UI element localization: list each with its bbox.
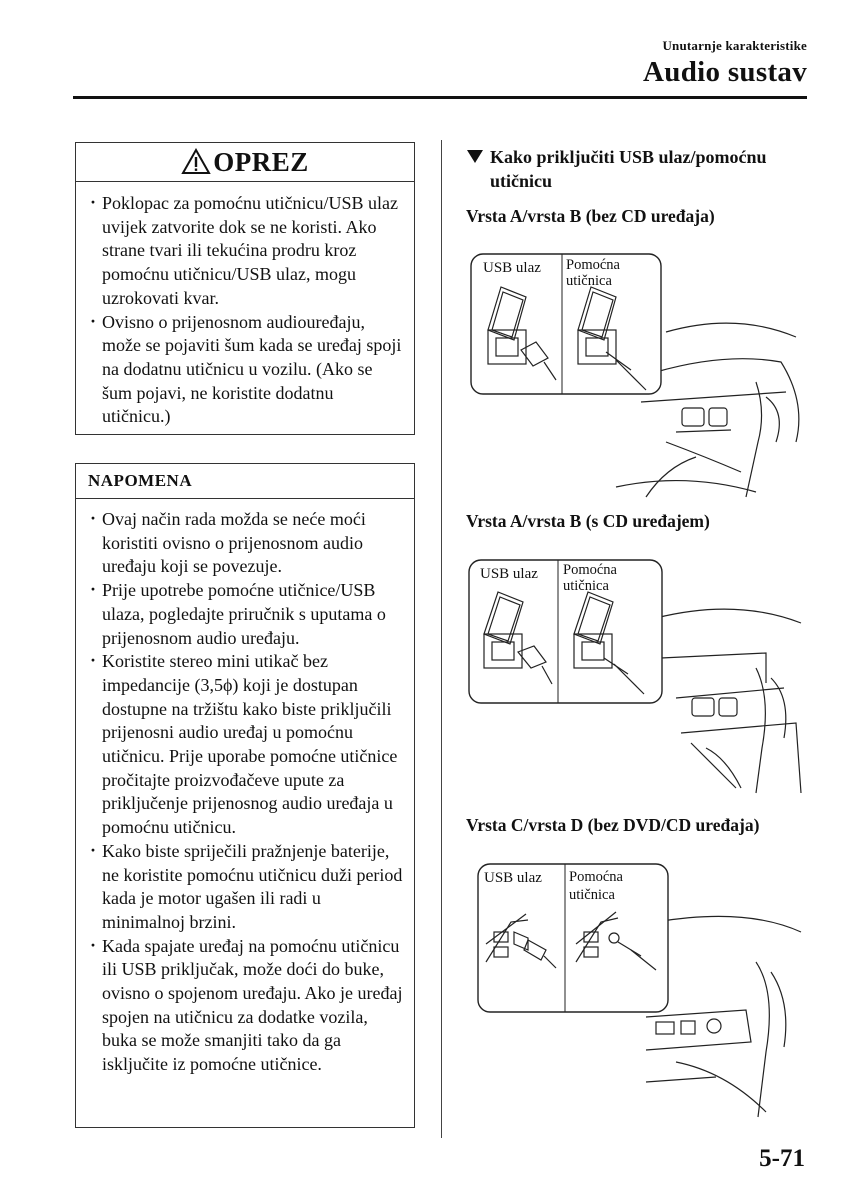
aux-label-2: utičnica [566, 273, 612, 289]
warning-triangle-icon [181, 148, 211, 175]
caution-heading [76, 143, 414, 182]
usb-section-heading [466, 145, 811, 193]
note-box [75, 463, 415, 1128]
note-item: · Kada spajate uređaj na pomoćnu utičnicu ili USB priključak, može doći do buke, ovisno o spojenom uređaju. Ako je uređaj spojen na utičnicu za dodatke vozila, buka se može smanjiti tako da ga isključite iz pomoćne utičnice. [102, 935, 404, 1077]
usb-label: USB ulaz [483, 260, 541, 276]
aux-label-2: utičnica [563, 578, 609, 594]
console-illustration [466, 242, 811, 500]
aux-label-1: Pomoćna [566, 257, 620, 273]
header-divider [73, 96, 807, 99]
console-illustration [466, 548, 811, 798]
figure-type-ab-no-cd [466, 242, 811, 500]
figure-type-cd-no-dvd [466, 852, 811, 1122]
usb-label: USB ulaz [480, 566, 538, 582]
caution-box [75, 142, 415, 435]
caution-item: · Ovisno o prijenosnom audiouređaju, može se pojaviti šum kada se uređaj spoji na dodatnu utičnicu u vozilu. (Ako se šum pojavi, ne koristite dodatnu utičnicu.) [102, 311, 404, 430]
usb-label: USB ulaz [484, 870, 542, 886]
page-title: Audio sustav [643, 56, 807, 88]
aux-label-2: utičnica [569, 887, 615, 903]
note-heading: NAPOMENA [76, 464, 414, 499]
figure-type-ab-cd [466, 548, 811, 798]
aux-label-1: Pomoćna [563, 562, 617, 578]
page-number: 5-71 [759, 1145, 805, 1172]
figure-caption: Vrsta C/vrsta D (bez DVD/CD uređaja) [466, 815, 760, 835]
column-divider [441, 140, 442, 1138]
caution-list [76, 182, 414, 429]
figure-caption: Vrsta A/vrsta B (bez CD uređaja) [466, 206, 715, 226]
aux-label-1: Pomoćna [569, 869, 623, 885]
triangle-down-icon [466, 145, 484, 165]
note-item: · Kako biste spriječili pražnjenje baterije, ne koristite pomoćnu utičnicu duži period kada je motor ugašen ili radi u minimalnoj brzini. [102, 840, 404, 935]
note-item: · Prije upotrebe pomoćne utičnice/USB ulaza, pogledajte priručnik s uputama o prijenosnom audio uređaju. [102, 579, 404, 650]
console-illustration [466, 852, 811, 1122]
note-list [76, 499, 414, 1077]
note-item: · Ovaj način rada možda se neće moći koristiti ovisno o prijenosnom audio uređaju koji se povezuje. [102, 508, 404, 579]
caution-item: · Poklopac za pomoćnu utičnicu/USB ulaz uvijek zatvorite dok se ne koristi. Ako strane tvari ili tekućina prodru kroz pomoćnu utičnicu/USB ulaz, mogu uzrokovati kvar. [102, 192, 404, 311]
section-label: Unutarnje karakteristike [662, 38, 807, 53]
usb-section-heading-text: Kako priključiti USB ulaz/pomoćnu utičnicu [490, 147, 767, 191]
note-item: · Koristite stereo mini utikač bez impedancije (3,5ϕ) koji je dostupan dostupne na tržištu kako biste priključili prijenosni audio uređaj u pomoćnu utičnicu. Prije uporabe pomoćne utičnice pročitajte proizvođačeve upute za priključenje prijenosnog audio uređaja u pomoćnu utičnicu. [102, 650, 404, 840]
figure-caption: Vrsta A/vrsta B (s CD uređajem) [466, 511, 710, 531]
caution-heading-text: OPREZ [213, 147, 309, 177]
